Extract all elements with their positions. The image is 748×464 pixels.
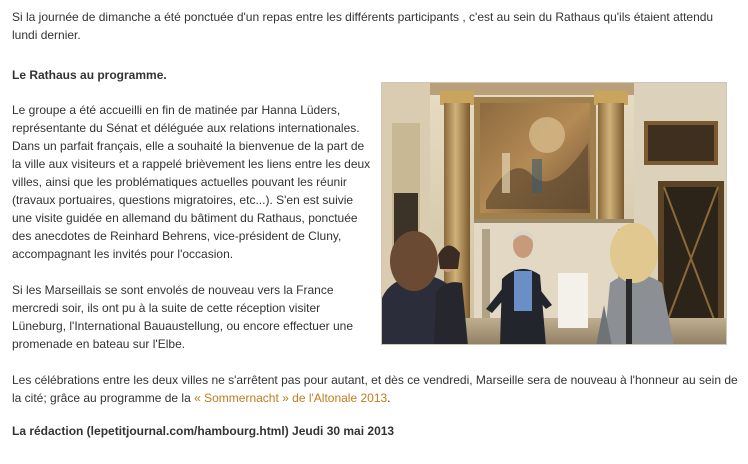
celebrations-text: Les célébrations entre les deux villes ne s'arrêtent pas pour autant, et dès ce vendredi, Marseille sera de nouveau à l'honneur au sein de la cité; grâce au programme de la bbox=[12, 373, 738, 405]
welcome-paragraph: Le groupe a été accueilli en fin de matinée par Hanna Lüders, représentante du Sénat et déléguée aux relations internationales. Dans un parfait français, elle a souhaité la bienvenue de la part de la ville aux visiteurs et a rappelé brièvement les liens entre les deux villes, ainsi que les problématiques actuelles pouvant les réunir (travaux portuaires, questions migratoires, etc...). S'en est suivie une visite guidée en allemand du bâtiment du Rathaus, ponctuée des anecdotes de Reinhard Behrens, vice-président de Cluny, accompagnant les invités pour l'occasion. bbox=[12, 103, 371, 261]
section-heading: Le Rathaus au programme. bbox=[12, 68, 167, 82]
sommernacht-link[interactable]: « Sommernacht » de l'Altonale 2013 bbox=[194, 391, 388, 405]
rathaus-photo-image bbox=[382, 83, 727, 345]
intro-paragraph: Si la journée de dimanche a été ponctuée d'un repas entre les différents participants , c'est au sein du Rathaus qu'ils étaient attendu lundi dernier. bbox=[12, 10, 714, 42]
signature: La rédaction (lepetitjournal.com/hambourg.html) Jeudi 30 mai 2013 bbox=[12, 424, 395, 438]
celebrations-end: . bbox=[387, 391, 391, 405]
rathaus-photo bbox=[381, 82, 727, 345]
celebrations-paragraph bbox=[12, 371, 742, 407]
trip-paragraph: Si les Marseillais se sont envolés de nouveau vers la France mercredi soir, ils ont pu à la suite de cette réception visiter Lüneburg, l'International Bauaustellung, ou encore effectuer une promenade en bateau sur l'Elbe. bbox=[12, 283, 353, 351]
